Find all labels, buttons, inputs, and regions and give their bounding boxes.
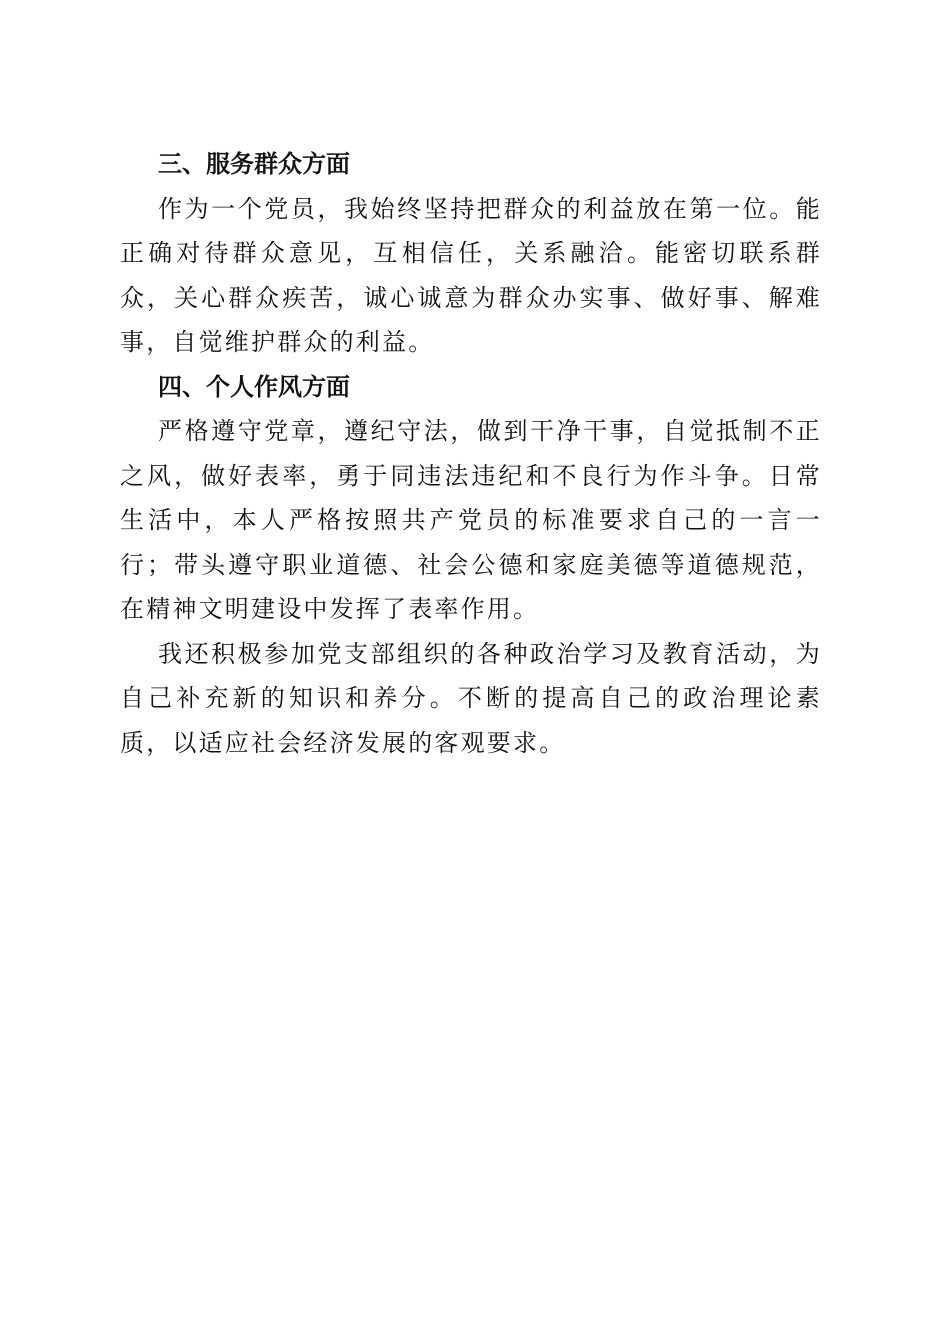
section-heading-conduct: 四、个人作风方面 (158, 372, 350, 401)
paragraph-service: 作为一个党员，我始终坚持把群众的利益放在第一位。能正确对待群众意见，互相信任，关系融洽。能密切联系群众，关心群众疾苦，诚心诚意为群众办实事、做好事、解难事，自觉维护群众的利益。 (120, 194, 822, 356)
document-body (120, 142, 822, 765)
paragraph-conduct: 严格遵守党章，遵纪守法，做到干净干事，自觉抵制不正之风，做好表率，勇于同违法违纪和不良行为作斗争。日常生活中，本人严格按照共产党员的标准要求自己的一言一行；带头遵守职业道德、社会公德和家庭美德等道德规范，在精神文明建设中发挥了表率作用。 (120, 417, 822, 623)
section-heading-service: 三、服务群众方面 (158, 150, 350, 178)
paragraph-study: 我还积极参加党支部组织的各种政治学习及教育活动，为自己补充新的知识和养分。不断的提高自己的政治理论素质，以适应社会经济发展的客观要求。 (120, 639, 822, 757)
